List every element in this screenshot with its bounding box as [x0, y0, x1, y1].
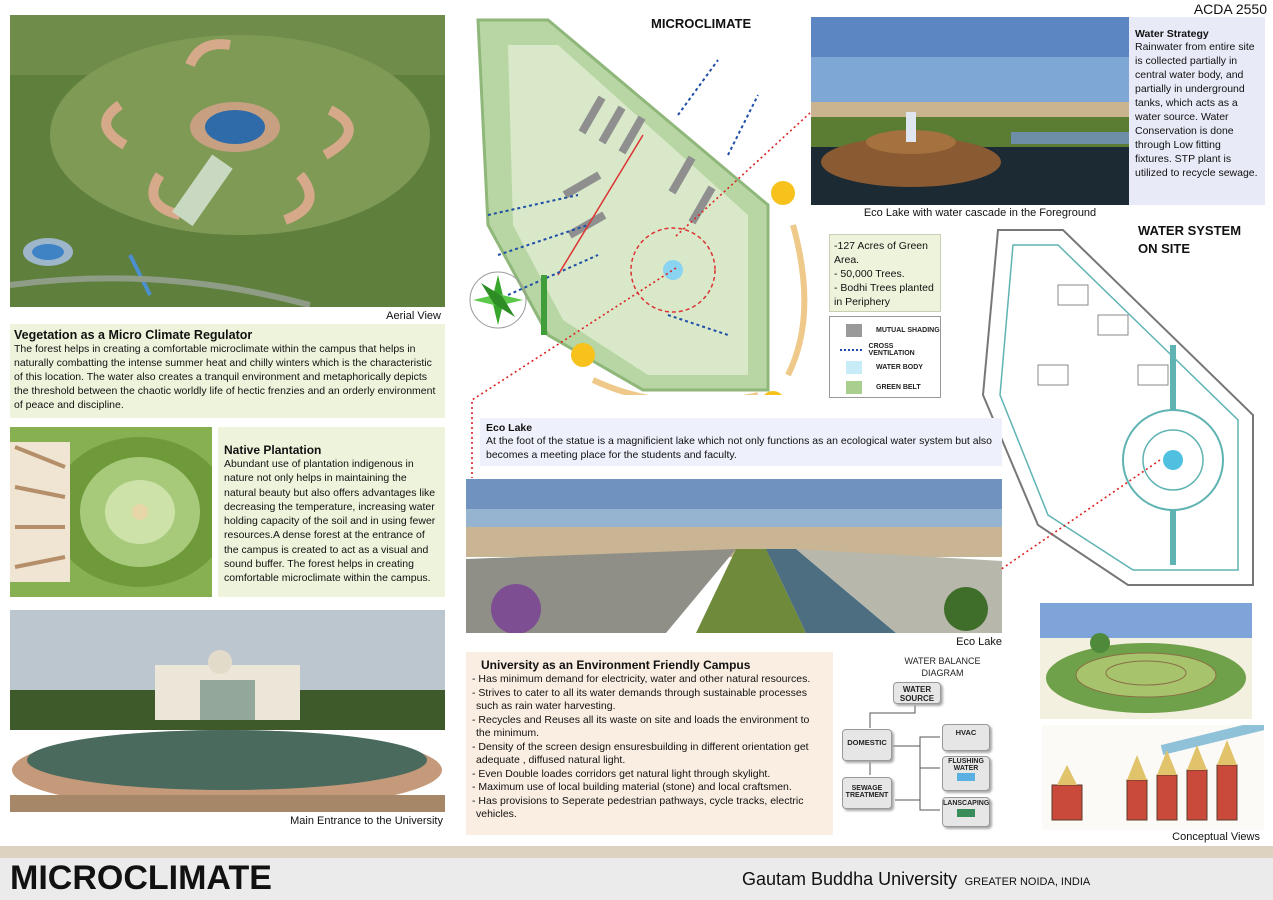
- campus-point: such as rain water harvesting.: [476, 700, 616, 712]
- green-stat-2: - 50,000 Trees.: [834, 268, 905, 280]
- campus-point: vehicles.: [476, 808, 517, 820]
- water-balance-title-line2: DIAGRAM: [921, 668, 964, 678]
- hvac-node: HVAC: [942, 724, 990, 751]
- sheet-code: ACDA 2550: [1193, 1, 1267, 17]
- campus-point: - Has provisions to Seperate pedestrian pathways, cycle tracks, electric: [472, 794, 804, 807]
- water-balance-title-line1: WATER BALANCE: [904, 656, 981, 666]
- water-strategy-title: Water Strategy: [1135, 28, 1209, 40]
- campus-point: adequate , diffused natural light.: [476, 754, 626, 766]
- flushing-water-label: FLUSHING WATER: [948, 758, 984, 772]
- campus-point: - Has minimum demand for electricity, water and other natural resources.: [472, 673, 811, 685]
- campus-point: - Recycles and Reuses all its waste on site and loads the environment to: [472, 713, 810, 726]
- native-plantation-title: Native Plantation: [224, 443, 322, 457]
- vegetation-title: Vegetation as a Micro Climate Regulator: [14, 328, 253, 342]
- eco-lake-cascade-caption: Eco Lake with water cascade in the Foreground: [863, 207, 1097, 219]
- landscaping-label: LANSCAPING: [943, 800, 990, 807]
- aerial-view-caption: Aerial View: [386, 310, 441, 322]
- water-system-title-line2: ON SITE: [1138, 241, 1191, 256]
- footer-title: MICROCLIMATE: [10, 859, 272, 897]
- legend-label: WATER BODY: [876, 363, 923, 371]
- eco-lake-caption: Eco Lake: [956, 636, 1002, 648]
- campus-point: - Even Double loades corridors get natural light through skylight.: [472, 767, 771, 780]
- eco-lake-title: Eco Lake: [486, 422, 533, 434]
- campus-point: the minimum.: [476, 727, 540, 739]
- vegetation-body: The forest helps in creating a comfortable microclimate within the campus that helps in naturally combatting the intense summer heat and chilly winters which is the characteristic of this location. The water also creates a tranquil environment and metaphorically depicts the threshold between the chaotic worldly life of hectic frenzies and an orderly environment of peace and discipline.: [14, 343, 436, 411]
- campus-point: - Strives to cater to all its water demands through sustainable processes: [472, 686, 807, 699]
- campus-point: - Density of the screen design ensuresbuilding in different orientation get: [472, 740, 809, 753]
- microclimate-title: MICROCLIMATE: [651, 16, 752, 31]
- sewage-treatment-node: SEWAGE TREATMENT: [842, 777, 892, 809]
- water-strategy-body: Rainwater from entire site is collected partially in central water body, and partially in underground tanks, which acts as a water source. Water Conservation is done through Low fitting fixtures. STP plant is utilized to recycle sewage.: [1135, 41, 1258, 179]
- conceptual-views-caption: Conceptual Views: [1172, 831, 1260, 843]
- footer-university: [742, 869, 1090, 890]
- green-stat-3: - Bodhi Trees planted in Periphery: [834, 282, 934, 308]
- legend-label: MUTUAL SHADING: [876, 326, 940, 334]
- water-source-node: WATER SOURCE: [893, 682, 941, 704]
- campus-point: - Maximum use of local building material (stone) and local craftsmen.: [472, 781, 792, 793]
- footer-band-top: [0, 846, 1273, 858]
- green-stat-1: -127 Acres of Green Area.: [834, 240, 928, 266]
- campus-title: University as an Environment Friendly Campus: [481, 658, 751, 672]
- legend-label: GREEN BELT: [876, 383, 921, 391]
- footer-university-name: Gautam Buddha University: [742, 869, 958, 889]
- eco-lake-body: At the foot of the statue is a magnificient lake which not only functions as an ecological water system but also becomes a meeting place for the students and faculty.: [486, 435, 993, 461]
- main-entrance-caption: Main Entrance to the University: [290, 815, 443, 827]
- water-system-title-line1: WATER SYSTEM: [1138, 223, 1242, 238]
- footer-location: GREATER NOIDA, INDIA: [964, 876, 1091, 888]
- domestic-node: DOMESTIC: [842, 729, 892, 761]
- legend-label: CROSS VENTILATION: [868, 343, 915, 357]
- native-plantation-body: Abundant use of plantation indigenous in nature not only helps in maintaining the natural beauty but also offers advantages like decreasing the temperature, increasing water holding capacity of the soil and in using fewer resources.A dense forest at the entrance of the campus is created to act as a visual and sound buffer. The forest helps in creating comfortable microclimate within the campus.: [224, 458, 436, 585]
